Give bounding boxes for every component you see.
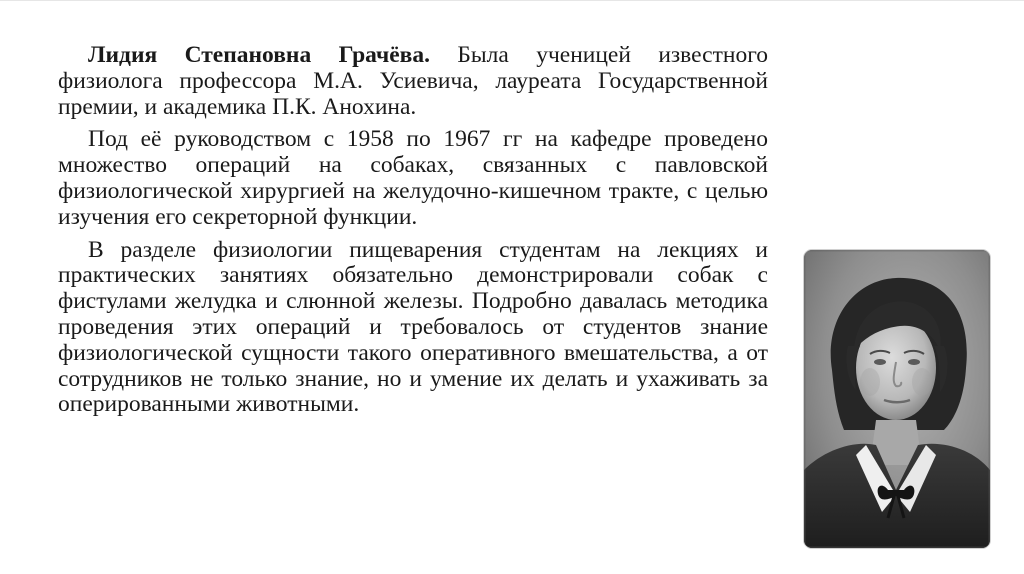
paragraph-biography-text: Была ученицей известного физиолога профессора М.А. Усиевича, лауреата Государственной премии, и академика П.К. Анохина. — [58, 42, 768, 120]
top-divider — [0, 0, 1024, 1]
paragraph-teaching-text: В разделе физиологии пищеварения студентам на лекциях и практических занятиях обязательно демонстрировали собак с фистулами желудка и слюнной железы. Подробно давалась методика проведения этих операций и требовалось от студентов знание физиологической сущности такого оперативного вмешательства, а от сотрудников не только знание, но и умение их делать и ухаживать за оперированными животными. — [58, 236, 768, 418]
paragraph-biography — [58, 43, 768, 120]
paragraph-teaching — [58, 238, 768, 419]
paragraph-operations — [58, 127, 768, 230]
paragraph-operations-text: Под её руководством с 1958 по 1967 гг на кафедре проведено множество операций на собаках, связанных с павловской физиологической хирургией на желудочно-кишечном тракте, с целью изучения его секреторной функции. — [58, 126, 768, 230]
text-body — [58, 43, 768, 425]
portrait-illustration — [804, 250, 990, 548]
portrait-photo — [804, 250, 990, 548]
person-name: Лидия Степановна Грачёва. — [88, 42, 430, 68]
